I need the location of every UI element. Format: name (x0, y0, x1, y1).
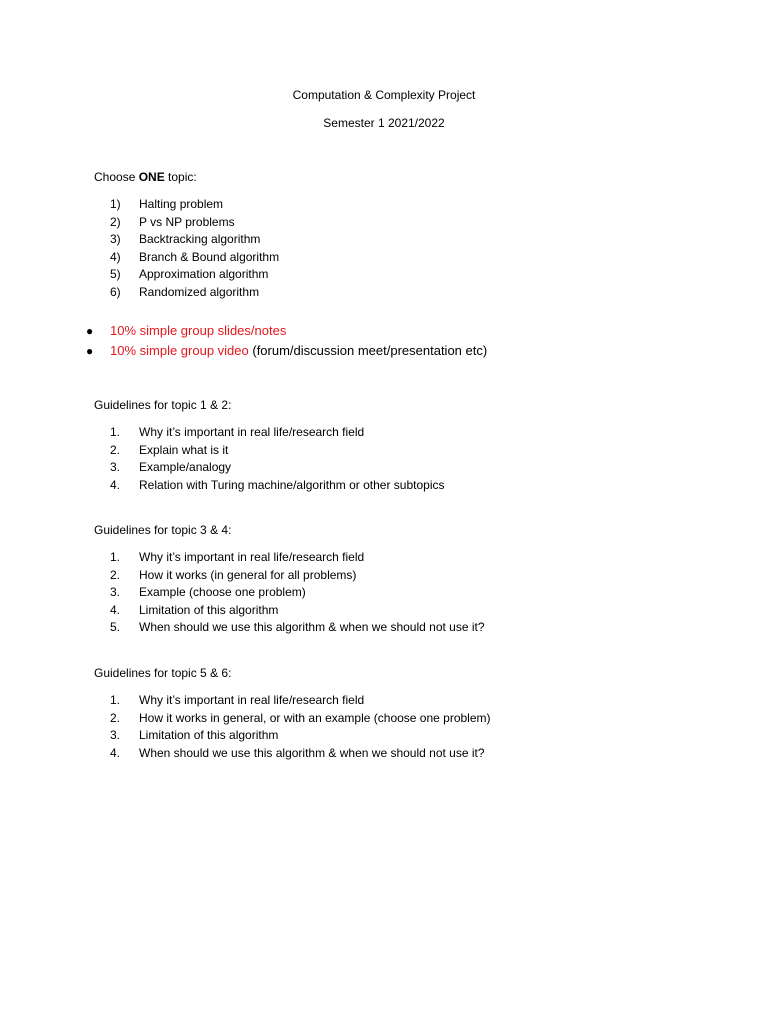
guideline-text: Example (choose one problem) (139, 585, 306, 600)
guideline-text: How it works in general, or with an example (choose one problem) (139, 710, 491, 725)
guideline-text: When should we use this algorithm & when we should not use it? (139, 745, 485, 760)
topic-item (110, 249, 279, 267)
document-title: Computation & Complexity Project (292, 88, 476, 102)
guideline-text: Explain what is it (139, 442, 229, 457)
guideline-item (110, 567, 485, 585)
guideline-text: Limitation of this algorithm (139, 728, 279, 743)
topic-text: Backtracking algorithm (139, 232, 261, 247)
guideline-number: 5. (110, 620, 121, 635)
guideline-item (110, 619, 485, 637)
topic-number: 4) (110, 249, 121, 264)
topic-number: 2) (110, 214, 121, 229)
bullet-dot-icon: ● (86, 344, 94, 358)
topic-number: 1) (110, 197, 121, 211)
guideline-text: Why it’s important in real life/research field (139, 550, 365, 564)
guideline-number: 3. (110, 460, 121, 475)
guideline-number: 4. (110, 745, 121, 760)
guidelines-list (110, 692, 491, 762)
guideline-number: 1. (110, 550, 121, 564)
guideline-item (110, 477, 444, 495)
grading-bullet (86, 321, 487, 341)
grading-bullets (86, 321, 487, 361)
guideline-item (110, 549, 485, 567)
guidelines-heading: Guidelines for topic 1 & 2: (94, 398, 232, 412)
guideline-item (110, 602, 485, 620)
topic-item (110, 196, 279, 214)
guideline-item (110, 692, 491, 710)
guideline-number: 4. (110, 477, 121, 492)
topic-number: 3) (110, 232, 121, 247)
topic-number: 5) (110, 267, 121, 282)
guideline-text: Limitation of this algorithm (139, 602, 279, 617)
guideline-text: Relation with Turing machine/algorithm or other subtopics (139, 477, 445, 492)
grading-bullet (86, 341, 487, 361)
guideline-item (110, 745, 491, 763)
topic-item (110, 231, 279, 249)
choose-suffix: topic: (164, 170, 197, 184)
guideline-item (110, 459, 444, 477)
bullet-dot-icon: ● (86, 324, 94, 338)
topic-text: Randomized algorithm (139, 284, 260, 299)
topic-text: Branch & Bound algorithm (139, 249, 280, 264)
guidelines-list (110, 549, 485, 637)
guideline-item (110, 727, 491, 745)
document-semester: Semester 1 2021/2022 (323, 116, 445, 130)
guideline-number: 3. (110, 728, 121, 743)
guideline-item (110, 710, 491, 728)
guidelines-heading: Guidelines for topic 5 & 6: (94, 666, 232, 680)
choose-prefix: Choose (94, 170, 139, 184)
topic-text: Approximation algorithm (139, 267, 269, 282)
guideline-text: Example/analogy (139, 460, 232, 475)
topic-item (110, 266, 279, 284)
guidelines-list (110, 424, 444, 494)
grading-bullet-rest: (forum/discussion meet/presentation etc) (248, 343, 488, 358)
guideline-number: 2. (110, 442, 121, 457)
topic-number: 6) (110, 284, 121, 299)
guideline-item (110, 584, 485, 602)
guideline-number: 3. (110, 585, 121, 600)
guideline-text: Why it’s important in real life/research field (139, 693, 365, 707)
guideline-text: Why it’s important in real life/research field (139, 425, 365, 439)
choose-topic-heading (94, 170, 197, 185)
guideline-number: 4. (110, 602, 121, 617)
grading-bullet-highlight: 10% simple group slides/notes (110, 323, 287, 338)
topic-item (110, 284, 279, 302)
topic-text: P vs NP problems (139, 214, 235, 229)
guideline-number: 1. (110, 425, 121, 439)
guideline-number: 2. (110, 567, 121, 582)
topic-item (110, 214, 279, 232)
topic-list (110, 196, 279, 302)
topic-text: Halting problem (139, 197, 224, 211)
guideline-number: 1. (110, 693, 121, 707)
guideline-item (110, 442, 444, 460)
guideline-number: 2. (110, 710, 121, 725)
guideline-text: When should we use this algorithm & when we should not use it? (139, 620, 485, 635)
guidelines-heading: Guidelines for topic 3 & 4: (94, 523, 232, 537)
choose-emphasis: ONE (138, 170, 165, 184)
grading-bullet-highlight: 10% simple group video (110, 343, 249, 358)
guideline-item (110, 424, 444, 442)
guideline-text: How it works (in general for all problems) (139, 567, 357, 582)
